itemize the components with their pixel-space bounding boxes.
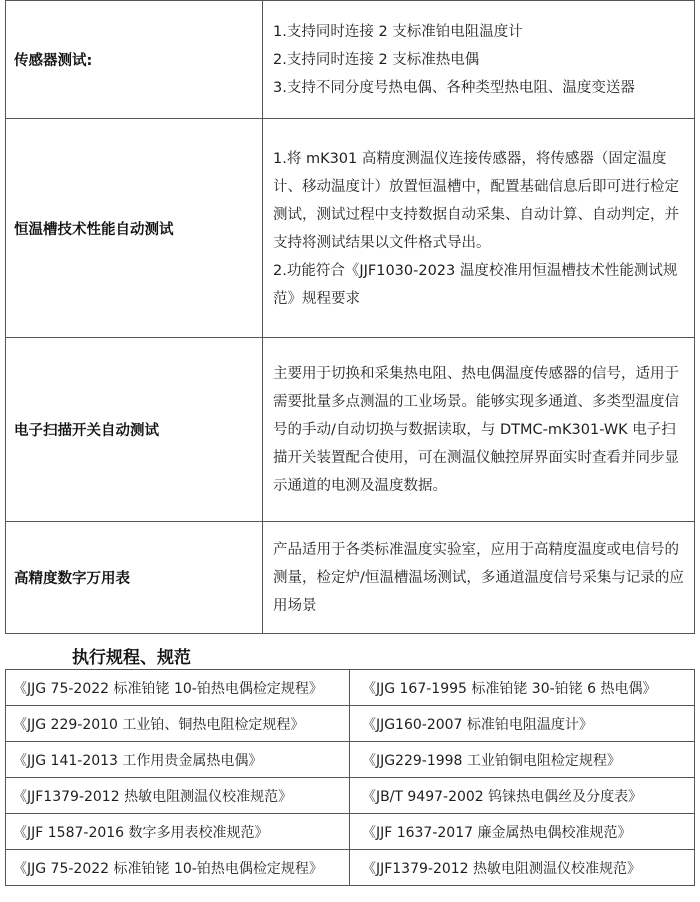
feature-name: 恒温槽技术性能自动测试 — [6, 119, 263, 338]
table-row — [6, 338, 695, 522]
table-row — [6, 814, 695, 850]
standard-cell: 《JJF 1637-2017 廉金属热电偶校准规范》 — [349, 814, 694, 850]
standard-cell: 《JJG 75-2022 标准铂铑 10-铂热电偶检定规程》 — [6, 850, 350, 886]
description-line: 主要用于切换和采集热电阻、热电偶温度传感器的信号，适用于需要批量多点测温的工业场景。能够实现多通道、多类型温度信号的手动/自动切换与数据读取，与 DTMC-mK301-WK 电子扫描开关装置配合使用，可在测温仪触控屏界面实时查看并同步显示通道的电测及温度数据。 — [273, 366, 679, 494]
table-row — [6, 1, 695, 119]
standard-cell: 《JJF1379-2012 热敏电阻测温仪校准规范》 — [6, 778, 350, 814]
standard-cell: 《JJG 75-2022 标准铂铑 10-铂热电偶检定规程》 — [6, 670, 350, 706]
standards-table — [5, 669, 695, 886]
standard-cell: 《JJF1379-2012 热敏电阻测温仪校准规范》 — [349, 850, 694, 886]
standard-cell: 《JJG160-2007 标准铂电阻温度计》 — [349, 706, 694, 742]
feature-description — [263, 119, 695, 338]
description-line: 3.支持不同分度号热电偶、各种类型热电阻、温度变送器 — [273, 80, 635, 96]
feature-description — [263, 522, 695, 634]
table-row — [6, 850, 695, 886]
description-line: 2.支持同时连接 2 支标准热电偶 — [273, 52, 480, 68]
feature-description — [263, 1, 695, 119]
standard-cell: 《JJG 141-2013 工作用贵金属热电偶》 — [6, 742, 350, 778]
standard-cell: 《JB/T 9497-2002 钨铼热电偶丝及分度表》 — [349, 778, 694, 814]
feature-name: 电子扫描开关自动测试 — [6, 338, 263, 522]
standard-cell: 《JJG 167-1995 标准铂铑 30-铂铑 6 热电偶》 — [349, 670, 694, 706]
table-row — [6, 742, 695, 778]
table-row — [6, 119, 695, 338]
table-row — [6, 706, 695, 742]
description-line: 2.功能符合《JJF1030-2023 温度校准用恒温槽技术性能测试规范》规程要求 — [273, 262, 678, 307]
feature-description — [263, 338, 695, 522]
description-line: 产品适用于各类标准温度实验室，应用于高精度温度或电信号的测量，检定炉/恒温槽温场测试，多通道温度信号采集与记录的应用场景 — [273, 542, 684, 614]
feature-name: 传感器测试: — [6, 1, 263, 119]
description-line: 1.将 mK301 高精度测温仪连接传感器，将传感器（固定温度计、移动温度计）放置恒温槽中，配置基础信息后即可进行检定测试，测试过程中支持数据自动采集、自动计算、自动判定，并支持将测试结果以文件格式导出。 — [273, 150, 679, 251]
feature-name: 高精度数字万用表 — [6, 522, 263, 634]
section-title: 执行规程、规范 — [72, 648, 191, 668]
standard-cell: 《JJG 229-2010 工业铂、铜热电阻检定规程》 — [6, 706, 350, 742]
description-line: 1.支持同时连接 2 支标准铂电阻温度计 — [273, 24, 523, 40]
table-row — [6, 778, 695, 814]
feature-table — [5, 0, 695, 634]
table-row — [6, 670, 695, 706]
table-row — [6, 522, 695, 634]
standard-cell: 《JJF 1587-2016 数字多用表校准规范》 — [6, 814, 350, 850]
standard-cell: 《JJG229-1998 工业铂铜电阻检定规程》 — [349, 742, 694, 778]
